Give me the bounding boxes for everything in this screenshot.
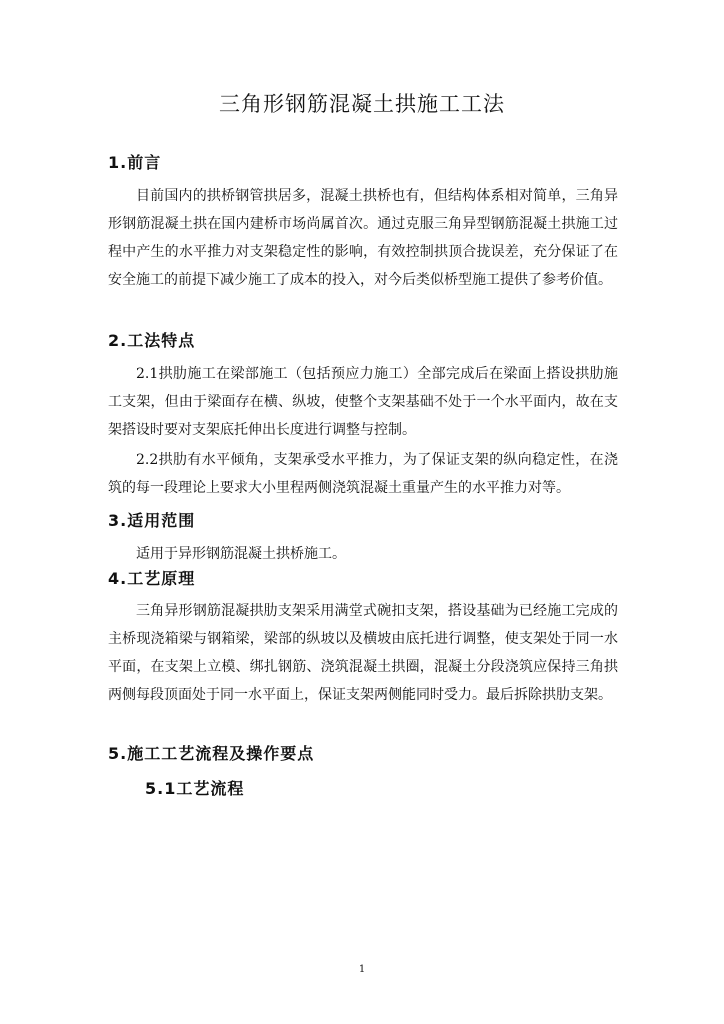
section-heading-5: 5.施工工艺流程及操作要点: [108, 744, 315, 763]
section-2-paragraph-2: 2.2拱肋有水平倾角，支架承受水平推力，为了保证支架的纵向稳定性，在浇筑的每一段理论上要求大小里程两侧浇筑混凝土重量产生的水平推力对等。: [108, 452, 618, 496]
section-2-paragraph-1: 2.1拱肋施工在梁部施工（包括预应力施工）全部完成后在梁面上搭设拱肋施工支架，但由于梁面存在横、纵坡，使整个支架基础不处于一个水平面内，故在支架搭设时要对支架底托伸出长度进行调整与控制。: [108, 366, 618, 438]
section-heading-3: 3.适用范围: [108, 511, 196, 530]
section-heading-1: 1.前言: [108, 153, 162, 172]
section-4-paragraph-1: 三角异形钢筋混凝拱肋支架采用满堂式碗扣支架，搭设基础为已经施工完成的主桥现浇箱梁与钢箱梁，梁部的纵坡以及横坡由底托进行调整，使支架处于同一水平面，在支架上立模、绑扎钢筋、浇筑混凝土拱圈，混凝土分段浇筑应保持三角拱两侧每段顶面处于同一水平面上，保证支架两侧能同时受力。最后拆除拱肋支架。: [108, 603, 618, 703]
section-3-paragraph-1: 适用于异形钢筋混凝土拱桥施工。: [136, 546, 346, 562]
page-number: 1: [358, 964, 366, 975]
section-heading-4: 4.工艺原理: [108, 569, 196, 588]
document-title: 三角形钢筋混凝土拱施工工法: [219, 92, 505, 116]
section-1-paragraph-1: 目前国内的拱桥钢管拱居多，混凝土拱桥也有，但结构体系相对简单，三角异形钢筋混凝土拱在国内建桥市场尚属首次。通过克服三角异型钢筋混凝土拱施工过程中产生的水平推力对支架稳定性的影响，有效控制拱顶合拢误差，充分保证了在安全施工的前提下减少施工了成本的投入，对今后类似桥型施工提供了参考价值。: [108, 188, 618, 288]
section-heading-2: 2.工法特点: [108, 331, 196, 350]
subsection-heading-5-1: 5.1工艺流程: [145, 779, 245, 798]
